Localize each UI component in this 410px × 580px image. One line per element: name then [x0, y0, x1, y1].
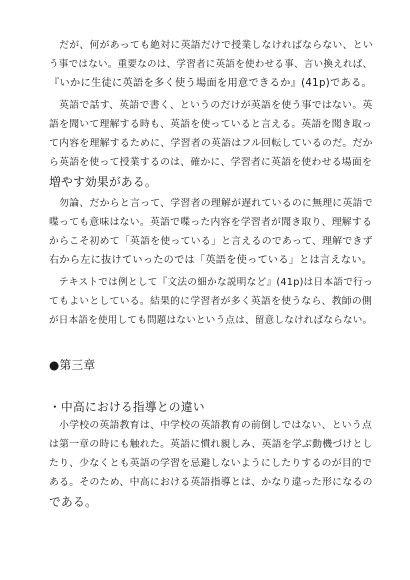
text-line: 増やす効果がある。 [49, 175, 157, 189]
text-line: である。 [49, 495, 97, 509]
text-line: う事ではない。重要なのは、学習者に英語を使わせる事、言い換えれば、 [49, 59, 373, 70]
chapter-heading: ●第三章 [49, 358, 96, 372]
text-line: てもよいとしている。結果的に学習者が多く英語を使うなら、教師の側 [49, 296, 373, 307]
section-heading: ・中高における指導との違い [49, 400, 205, 414]
text-line: たり、少なくとも英語の学習を忌避しないようにしたりするのが目的で [49, 458, 373, 469]
text-line: ら英語を使って授業するのは、確かに、学習者に英語を使わせる場面を [49, 157, 373, 168]
text-line: 勿論、だからと言って、学習者の理解が遅れているのに無理に英語で [49, 198, 373, 209]
text-line: 右から左に抜けていったのでは「英語を使っている」とは言えない。 [49, 255, 373, 266]
text-line: 語を聞いて理解する時も、英語を使っていると言える。英語を聞き取っ [49, 119, 373, 130]
text-line: て内容を理解するために、学習者の英語はフル回転しているのだ。だか [49, 138, 373, 149]
text-line: からこそ初めて「英語を使っている」と言えるのであって、理解できず [49, 236, 373, 247]
text-line: テキストでは例として『文法の細かな説明など』(41p)は日本語で行っ [49, 277, 373, 288]
text-line: 小学校の英語教育は、中学校の英語教育の前倒しではない、という点 [49, 420, 373, 431]
text-line: 喋っても意味はない。英語で喋った内容を学習者が聞き取り、理解する [49, 217, 373, 228]
text-line: ある。そのため、中高における英語指導とは、かなり違った形になるの [49, 477, 373, 488]
text-line: だが、何があっても絶対に英語だけで授業しなければならない、とい [49, 40, 374, 51]
text-line: は第一章の時にも触れた。英語に慣れ親しみ、英語を学ぶ動機づけとし [49, 439, 373, 450]
text-line: 英語で話す、英語で書く、というのだけが英語を使う事ではない。英 [49, 100, 373, 111]
text-line: 『いかに生徒に英語を多く使う場面を用意できるか』(41p)である。 [49, 78, 373, 89]
text-line: が日本語を使用しても問題はないという点は、留意しなければならない。 [49, 315, 373, 326]
